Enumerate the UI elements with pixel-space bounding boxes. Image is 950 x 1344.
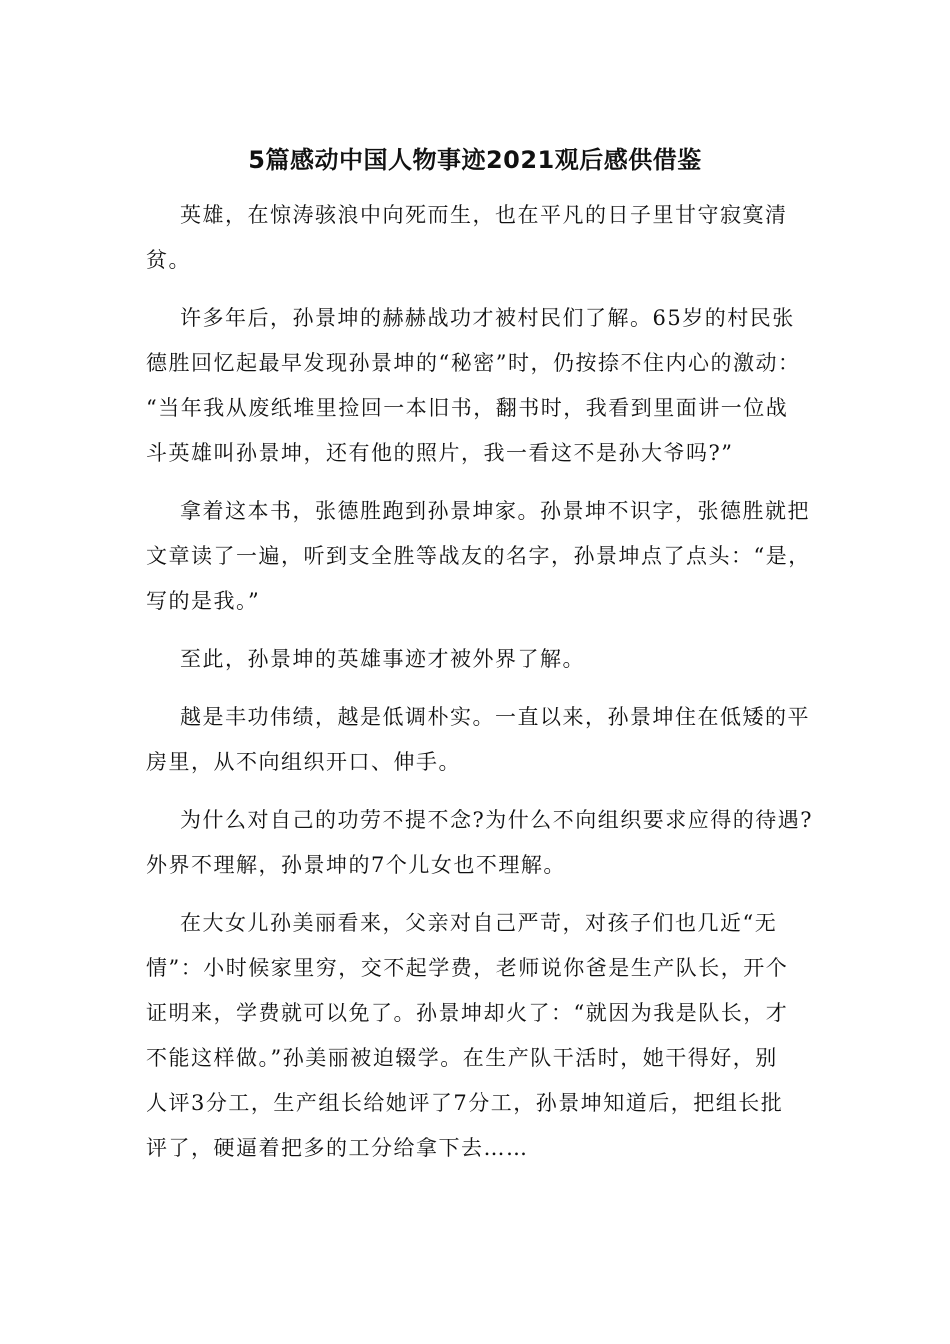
- paragraph-3: 拿着这本书，张德胜跑到孙景坤家。孙景坤不识字，张德胜就把 文章读了一遍，听到支全胜等战友的名字，孙景坤点了点头：“是， 写的是我。”: [146, 499, 811, 613]
- paragraph-6: 为什么对自己的功劳不提不念?为什么不向组织要求应得的待遇? 外界不理解，孙景坤的7个儿女也不理解。: [146, 808, 814, 877]
- document-body: [146, 193, 826, 1184]
- paragraph-7: 在大女儿孙美丽看来，父亲对自己严苛，对孩子们也几近“无 情”：小时候家里穷，交不起学费，老师说你爸是生产队长，开个 证明来，学费就可以免了。孙景坤却火了：“就因为我是队长，才 不能这样做。”孙美丽被迫辍学。在生产队干活时，她干得好，别 人评3分工，生产组长给她评了7分工，孙景坤知道后，把组长批 评了，硬逼着把多的工分给拿下去……: [146, 911, 789, 1160]
- paragraph-5: 越是丰功伟绩，越是低调朴实。一直以来，孙景坤住在低矮的平 房里，从不向组织开口、伸手。: [146, 705, 810, 774]
- paragraph-1: 英雄，在惊涛骇浪中向死而生，也在平凡的日子里甘守寂寞清贫。: [146, 203, 788, 272]
- paragraph-2: 许多年后，孙景坤的赫赫战功才被村民们了解。65岁的村民张 德胜回忆起最早发现孙景坤的“秘密”时，仍按捺不住内心的激动： “当年我从废纸堆里捡回一本旧书，翻书时，我看到里面讲一位战 斗英雄叫孙景坤，还有他的照片，我一看这不是孙大爷吗?”: [146, 306, 801, 465]
- document-title: 5篇感动中国人物事迹2021观后感供借鉴: [248, 146, 702, 174]
- paragraph-4: 至此，孙景坤的英雄事迹才被外界了解。: [180, 647, 585, 671]
